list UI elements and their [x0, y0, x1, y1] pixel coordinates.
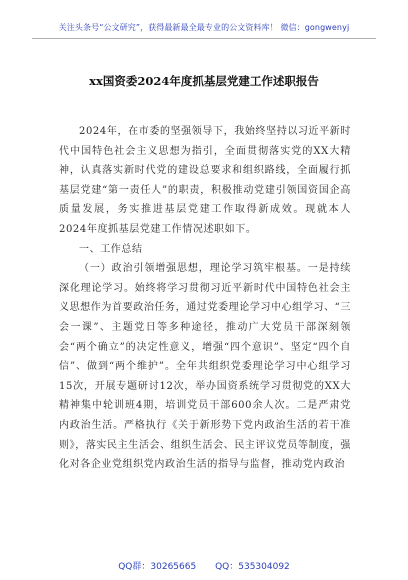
header-banner: 关注头条号“公文研究”，获得最新最全最专业的公文资料库！ 微信：gongwenyj [58, 23, 350, 32]
document-body [59, 122, 351, 475]
body-paragraph-section-1: （一）政治引领增强思想，理论学习筑牢根基。一是持续深化理论学习。始终将学习贯彻习近平新时代中国特色社会主义思想作为首要政治任务，通过党委理论学习中心组学习、“三会一课”、主题党日等多种途径，推动广大党员干部深刻领会“两个确立”的决定性意义，增强“四个意识”、坚定“四个自信”、做到“两个维护”。全年共组织党委理论学习中心组学习15次，开展专题研讨12次，举办国资系统学习贯彻党的XX大精神集中轮训班4期，培训党员干部600余人次。二是严肃党内政治生活。严格执行《关于新形势下党内政治生活的若干准则》，落实民主生活会、组织生活会、民主评议党员等制度，强化对各企业党组织党内政治生活的指导与监督，推动党内政治 [59, 263, 351, 471]
footer-qq-group: QQ群：30265665 [118, 562, 197, 572]
header-divider [32, 38, 376, 39]
footer-qq: QQ：535304092 [215, 562, 290, 572]
body-paragraph-intro: 2024年，在市委的坚强领导下，我始终坚持以习近平新时代中国特色社会主义思想为指引，全面贯彻落实党的XX大精神，认真落实新时代党的建设总要求和组织路线，全面履行抓基层党建“第一责任人”的职责，积极推动党建引领国资国企高质量发展，务实推进基层党建工作取得新成效。现就本人2024年度抓基层党建工作情况述职如下。 [59, 126, 351, 235]
document-title: xx国资委2024年度抓基层党建工作述职报告 [89, 74, 319, 88]
section-heading: 一、工作总结 [79, 243, 143, 255]
footer-contact [0, 559, 408, 572]
